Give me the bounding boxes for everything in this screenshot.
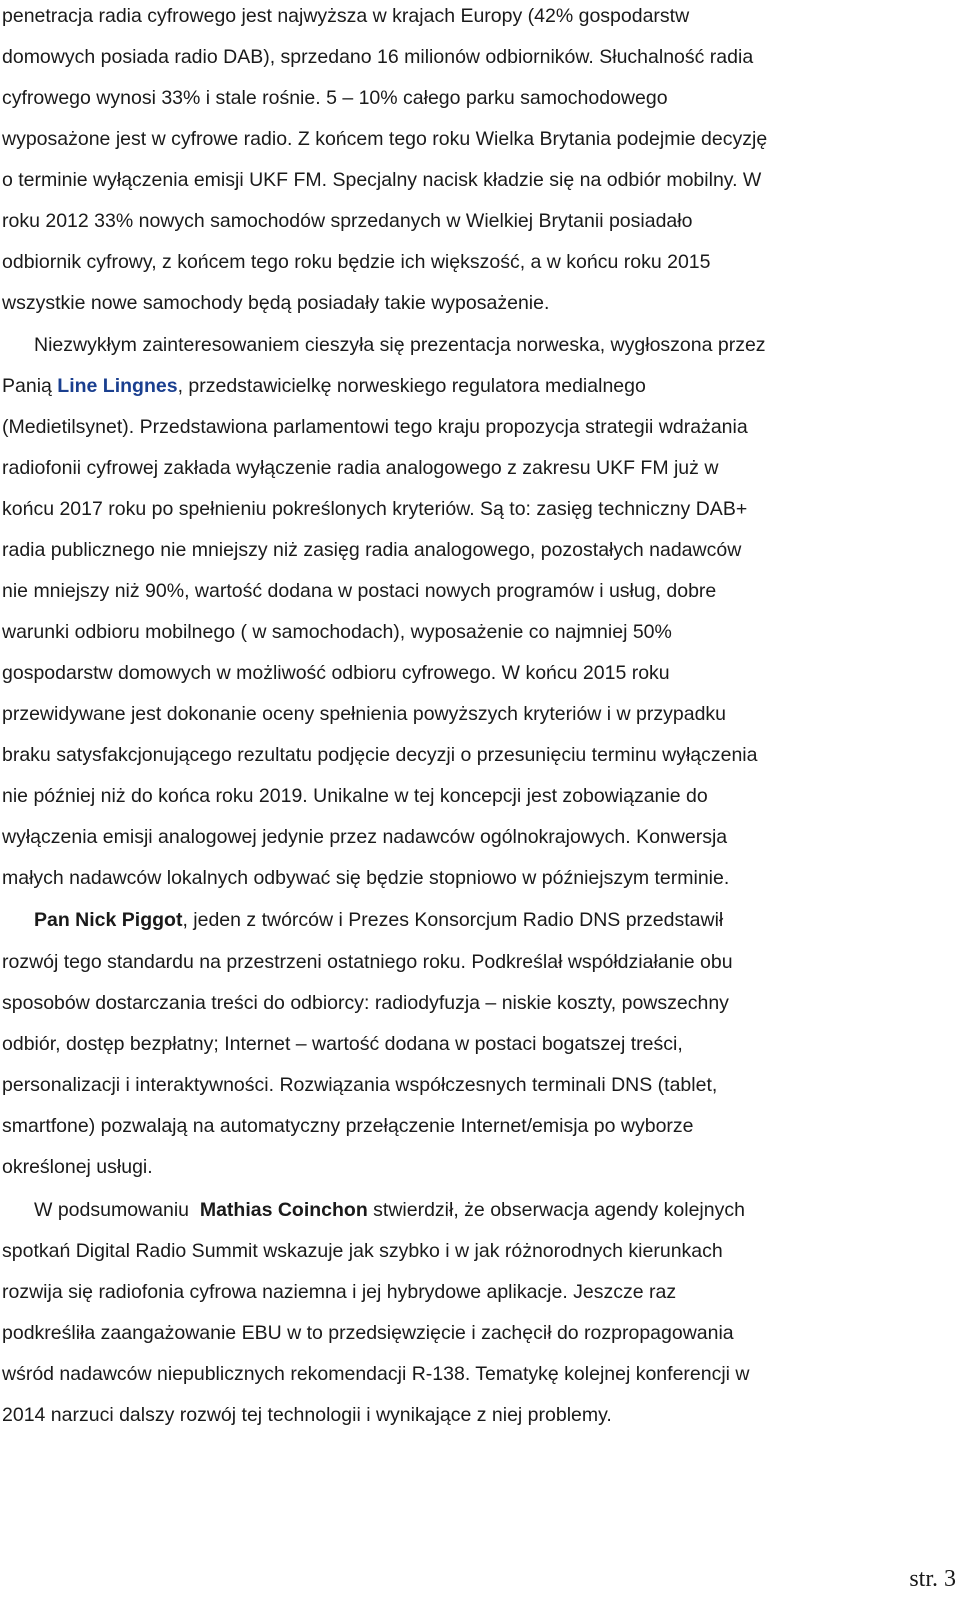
text-line: (Medietilsynet). Przedstawiona parlamentowi tego kraju propozycja strategii wdrażania — [2, 416, 748, 438]
text-line: penetracja radia cyfrowego jest najwyższa w krajach Europy (42% gospodarstw — [2, 5, 690, 27]
text-line: określonej usługi. — [2, 1156, 153, 1178]
text-line: domowych posiada radio DAB), sprzedano 16 milionów odbiorników. Słuchalność radia — [2, 46, 754, 68]
text-line: wyposażone jest w cyfrowe radio. Z końcem tego roku Wielka Brytania podejmie decyzję — [2, 128, 768, 150]
text-span: , przedstawicielkę norweskiego regulatora medialnego — [177, 375, 646, 397]
text-line: 2014 narzuci dalszy rozwój tej technologii i wynikające z niej problemy. — [2, 1404, 612, 1426]
text-line: wszystkie nowe samochody będą posiadały takie wyposażenie. — [2, 292, 550, 314]
text-line: o terminie wyłączenia emisji UKF FM. Specjalny nacisk kładzie się na odbiór mobilny. W — [2, 169, 762, 191]
text-span: Panią — [2, 375, 58, 397]
text-span: stwierdził, że obserwacja agendy kolejnych — [367, 1199, 745, 1221]
text-line: braku satysfakcjonującego rezultatu podjęcie decyzji o przesunięciu terminu wyłączenia — [2, 744, 758, 766]
text-line: radiofonii cyfrowej zakłada wyłączenie radia analogowego z zakresu UKF FM już w — [2, 457, 719, 479]
text-line: przewidywane jest dokonanie oceny spełnienia powyższych kryteriów i w przypadku — [2, 703, 727, 725]
text-line: roku 2012 33% nowych samochodów sprzedanych w Wielkiej Brytanii posiadało — [2, 210, 693, 232]
speaker-name: Line Lingnes — [57, 375, 178, 397]
text-span: W podsumowaniu — [34, 1199, 200, 1221]
text-line: wśród nadawców niepublicznych rekomendacji R-138. Tematykę kolejnej konferencji w — [2, 1363, 750, 1385]
text-line — [2, 374, 646, 398]
page-number: str. 3 — [909, 1566, 956, 1592]
text-line: Niezwykłym zainteresowaniem cieszyła się prezentacja norweska, wygłoszona przez — [34, 334, 766, 356]
text-line: rozwój tego standardu na przestrzeni ostatniego roku. Podkreślał współdziałanie obu — [2, 951, 733, 973]
text-line: końcu 2017 roku po spełnieniu pokreślonych kryteriów. Są to: zasięg techniczny DAB+ — [2, 498, 748, 520]
text-line: gospodarstw domowych w możliwość odbioru cyfrowego. W końcu 2015 roku — [2, 662, 670, 684]
text-line — [34, 1198, 745, 1222]
text-line — [34, 908, 723, 932]
text-span: , jeden z twórców i Prezes Konsorcjum Radio DNS przedstawił — [182, 909, 724, 931]
text-line: małych nadawców lokalnych odbywać się będzie stopniowo w późniejszym terminie. — [2, 867, 730, 889]
text-line: warunki odbioru mobilnego ( w samochodach), wyposażenie co najmniej 50% — [2, 621, 672, 643]
text-line: personalizacji i interaktywności. Rozwiązania współczesnych terminali DNS (tablet, — [2, 1074, 718, 1096]
text-line: odbiór, dostęp bezpłatny; Internet – wartość dodana w postaci bogatszej treści, — [2, 1033, 683, 1055]
text-line: sposobów dostarczania treści do odbiorcy: radiodyfuzja – niskie koszty, powszechny — [2, 992, 729, 1014]
speaker-name: Pan Nick Piggot — [34, 909, 183, 931]
text-line: radia publicznego nie mniejszy niż zasięg radia analogowego, pozostałych nadawców — [2, 539, 742, 561]
text-line: nie później niż do końca roku 2019. Unikalne w tej koncepcji jest zobowiązanie do — [2, 785, 708, 807]
text-line: nie mniejszy niż 90%, wartość dodana w postaci nowych programów i usług, dobre — [2, 580, 717, 602]
text-line: spotkań Digital Radio Summit wskazuje jak szybko i w jak różnorodnych kierunkach — [2, 1240, 723, 1262]
text-line: podkreśliła zaangażowanie EBU w to przedsięwzięcie i zachęcił do rozpropagowania — [2, 1322, 734, 1344]
text-line: rozwija się radiofonia cyfrowa naziemna i jej hybrydowe aplikacje. Jeszcze raz — [2, 1281, 677, 1303]
text-line: cyfrowego wynosi 33% i stale rośnie. 5 – 10% całego parku samochodowego — [2, 87, 668, 109]
text-line: smartfone) pozwalają na automatyczny przełączenie Internet/emisja po wyborze — [2, 1115, 694, 1137]
text-line: odbiornik cyfrowy, z końcem tego roku będzie ich większość, a w końcu roku 2015 — [2, 251, 711, 273]
text-line: wyłączenia emisji analogowej jedynie przez nadawców ogólnokrajowych. Konwersja — [2, 826, 728, 848]
speaker-name: Mathias Coinchon — [199, 1199, 368, 1221]
